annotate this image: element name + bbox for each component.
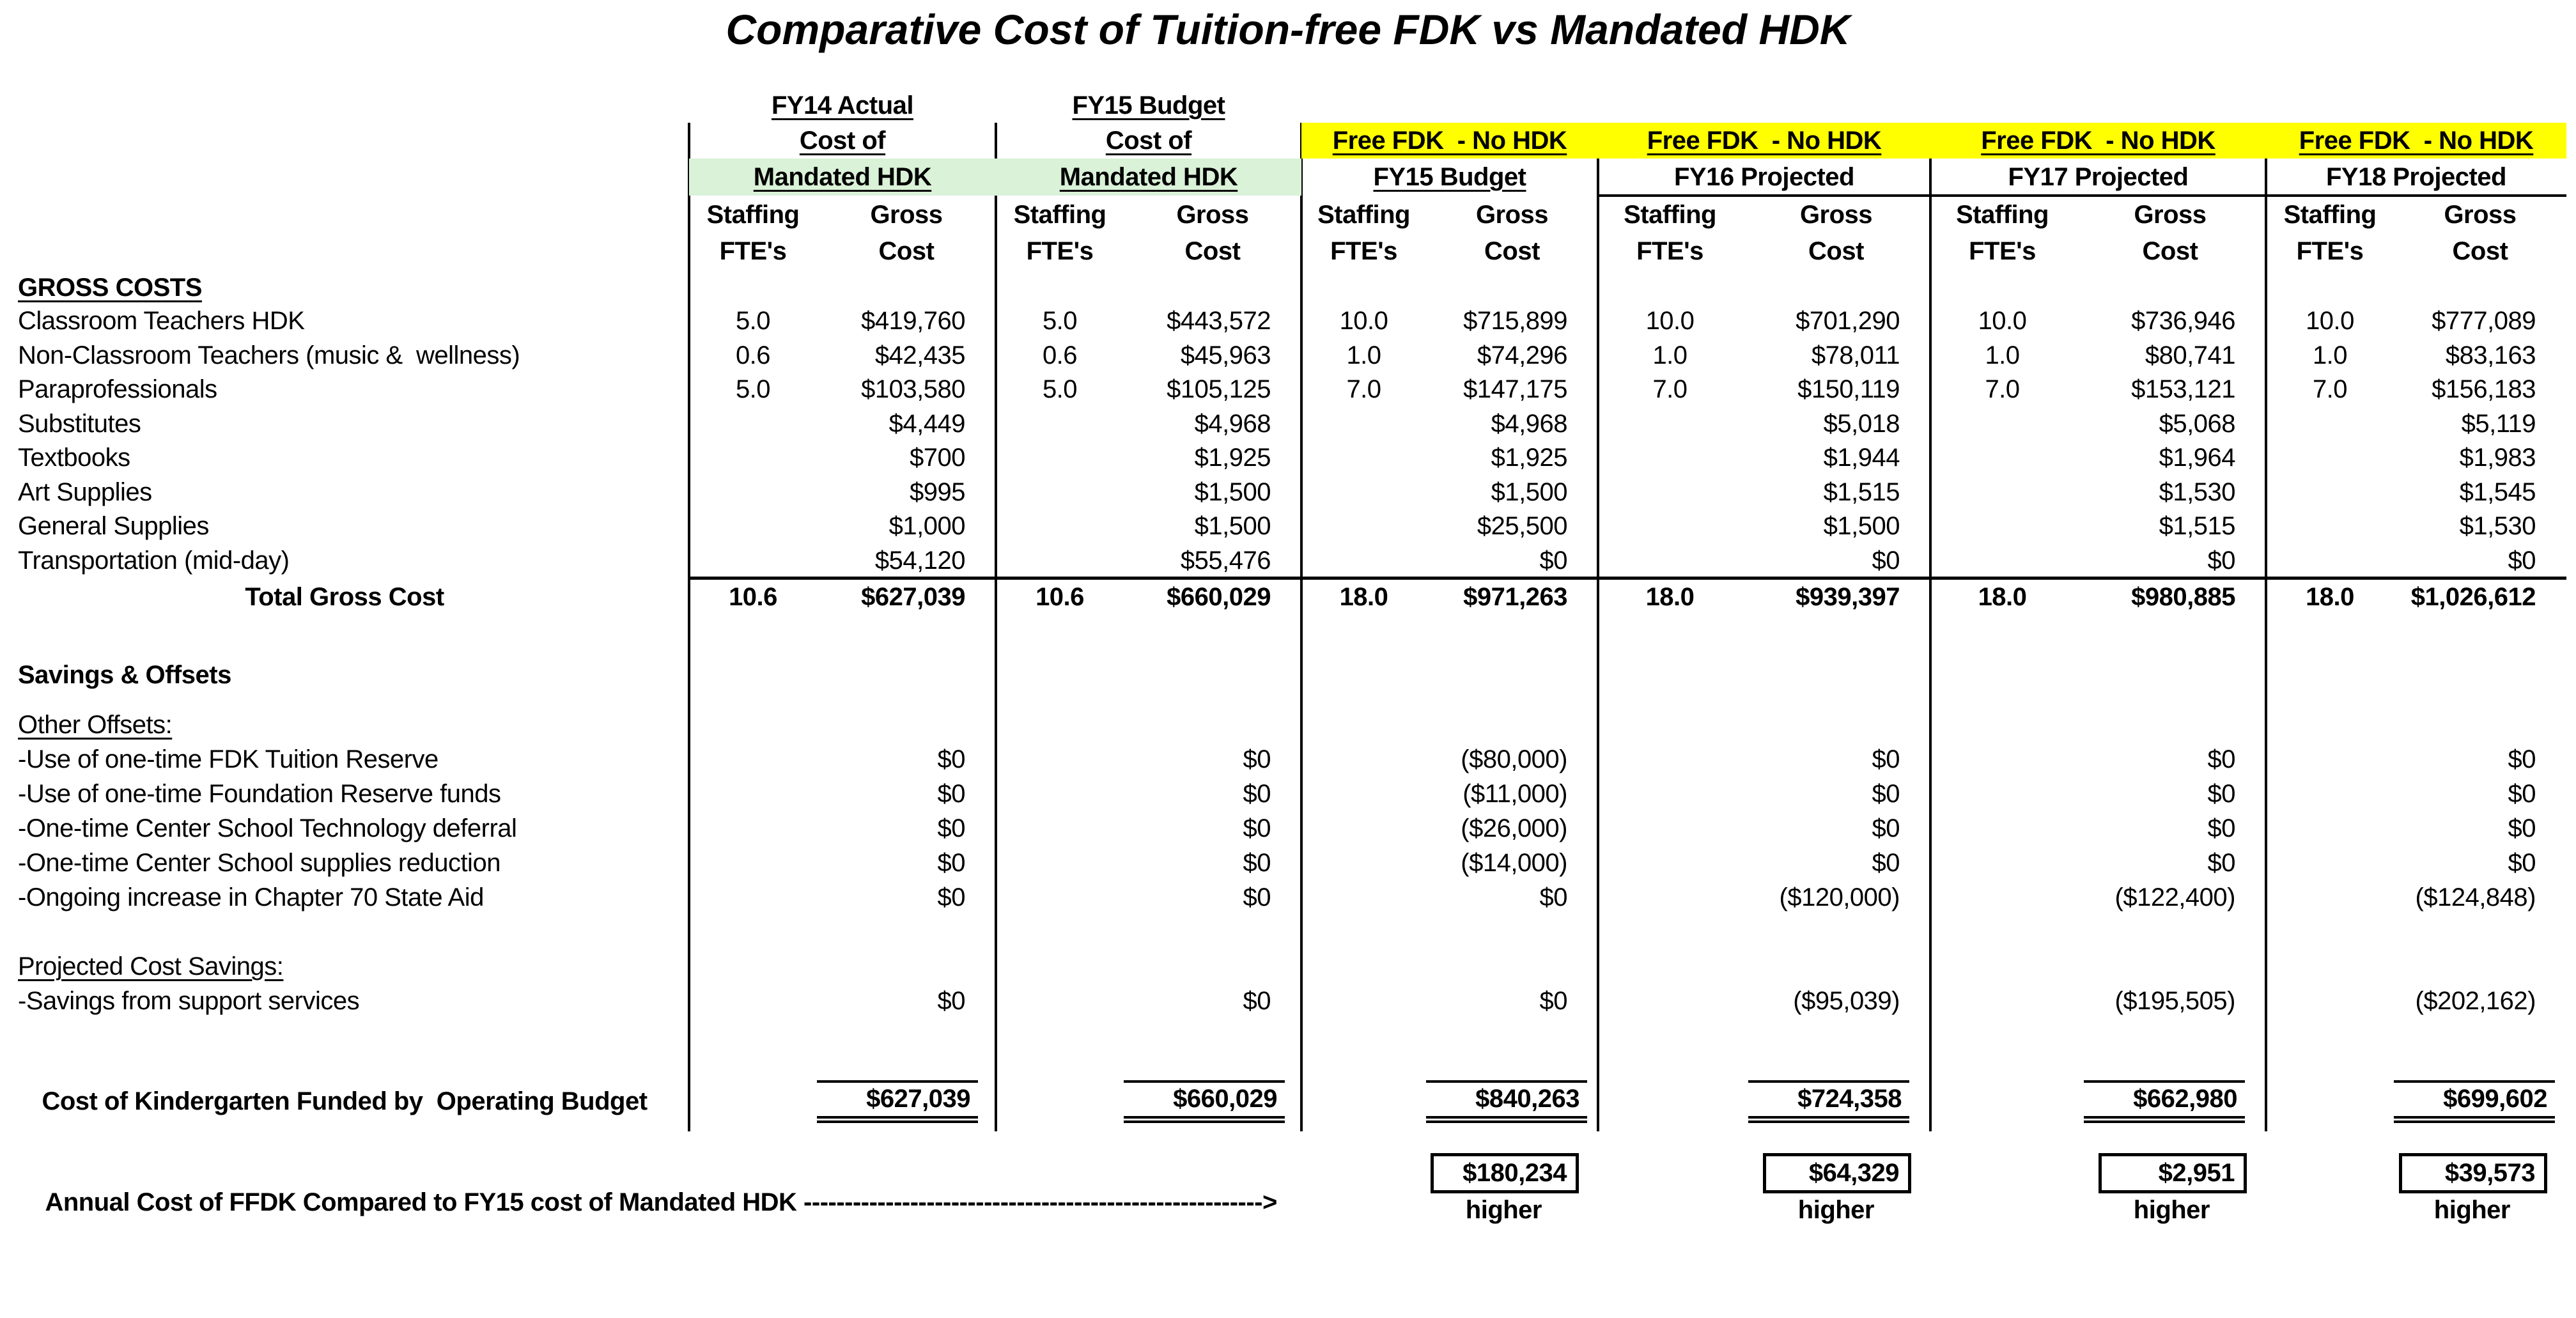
header-row-banner: [0, 123, 2566, 159]
row-label: -Savings from support services: [18, 987, 360, 1015]
column-divider: [995, 123, 997, 1131]
annual-difference-value: $39,573: [2399, 1153, 2547, 1193]
gross-header: Gross: [2444, 200, 2517, 229]
row-label: Paraprofessionals: [18, 375, 217, 403]
savings-offsets-heading: Savings & Offsets: [18, 661, 231, 689]
cost-cell: $0: [2207, 849, 2235, 877]
cost-cell: $0: [1872, 745, 1900, 773]
column-divider: [1597, 123, 1599, 1131]
header-free-fdk-banner: Free FDK - No HDK: [1598, 123, 1930, 159]
header-free-fdk-banner: Free FDK - No HDK: [1301, 123, 1598, 159]
cost-cell: $0: [937, 745, 965, 773]
gross-cost-row: [0, 339, 2566, 373]
cost-cell: $1,515: [2159, 512, 2235, 540]
cost-cell: $1,944: [1823, 444, 1900, 472]
operating-budget-value: $840,263: [1426, 1080, 1587, 1123]
cost-cell: $660,029: [1167, 583, 1271, 611]
cost-cell: $1,964: [2159, 444, 2235, 472]
operating-budget-value: $662,980: [2084, 1080, 2245, 1123]
offset-row: [0, 812, 2566, 846]
cost-cell: $0: [1539, 987, 1567, 1015]
row-label: Non-Classroom Teachers (music & wellness): [18, 341, 520, 369]
cost-cell: $939,397: [1796, 583, 1900, 611]
operating-budget-value: $627,039: [817, 1080, 978, 1123]
staffing-header: Staffing: [1956, 200, 2049, 229]
savings-row: [0, 984, 2566, 1018]
cost-cell: $0: [2508, 745, 2536, 773]
fte-cell: 7.0: [1985, 375, 2020, 403]
fte-cell: 1.0: [1346, 341, 1381, 369]
cost-cell: $627,039: [861, 583, 965, 611]
header-cost-of: Cost of: [799, 126, 886, 155]
annual-difference-value: $180,234: [1431, 1153, 1579, 1193]
annual-difference-value: $64,329: [1763, 1153, 1911, 1193]
cost-cell: ($14,000): [1461, 849, 1567, 877]
fte-cell: 7.0: [1346, 375, 1381, 403]
cost-cell: $4,968: [1491, 409, 1567, 438]
cost-cell: $0: [2207, 546, 2235, 575]
cost-cell: $0: [1539, 546, 1567, 575]
cost-cell: $83,163: [2445, 341, 2536, 369]
cost-cell: $1,530: [2159, 477, 2235, 506]
gross-cost-row: [0, 476, 2566, 509]
column-divider: [2265, 123, 2267, 1131]
header-fy18-projected: FY18 Projected: [2325, 162, 2506, 191]
cost-cell: $80,741: [2145, 341, 2235, 369]
cost-cell: $0: [1243, 883, 1271, 911]
cost-cell: $971,263: [1463, 583, 1567, 611]
cost-cell: $1,515: [1823, 477, 1900, 506]
cost-cell: $5,119: [2461, 409, 2536, 438]
row-label: Textbooks: [18, 444, 130, 472]
cost-cell: $1,925: [1491, 444, 1567, 472]
fte-cell: 18.0: [2306, 583, 2354, 611]
offset-row: [0, 881, 2566, 915]
cost-cell: ($120,000): [1779, 883, 1900, 911]
projected-cost-savings-heading: Projected Cost Savings:: [18, 952, 284, 981]
higher-note: higher: [2433, 1195, 2510, 1224]
row-label: -Use of one-time FDK Tuition Reserve: [18, 745, 438, 773]
row-label: -Ongoing increase in Chapter 70 State Aid: [18, 883, 484, 911]
staffing-header: Staffing: [1624, 200, 1716, 229]
gross-header: Gross: [1176, 200, 1249, 229]
cost-cell: $0: [2508, 780, 2536, 808]
cost-cell: $0: [1243, 745, 1271, 773]
dashed-arrow: -------------------------------------------------------->: [796, 1188, 1277, 1216]
cost-cell: ($80,000): [1461, 745, 1567, 773]
cost-cell: $980,885: [2131, 583, 2235, 611]
offset-row: [0, 777, 2566, 811]
gross-cost-row: [0, 441, 2566, 475]
cost-cell: $1,500: [1491, 477, 1567, 506]
gross-cost-row: [0, 544, 2566, 578]
row-label: -One-time Center School supplies reduction: [18, 849, 500, 877]
cost-cell: $0: [2508, 546, 2536, 575]
cost-cell: ($95,039): [1793, 987, 1900, 1015]
gross-header: Gross: [870, 200, 943, 229]
cost-cell: $0: [937, 883, 965, 911]
cost-cell: $777,089: [2432, 307, 2536, 335]
fte-cell: 10.0: [1978, 307, 2027, 335]
cost-cell: $0: [1872, 780, 1900, 808]
cost-cell: $1,530: [2459, 512, 2536, 540]
cost-cell: ($26,000): [1461, 814, 1567, 842]
cost-header: Cost: [1808, 236, 1864, 265]
fte-cell: 1.0: [1985, 341, 2020, 369]
subheader-row-fte-cost: [0, 233, 2566, 270]
cost-cell: $700: [910, 444, 965, 472]
staffing-header: Staffing: [706, 200, 800, 229]
cost-cell: $150,119: [1797, 375, 1900, 403]
fte-cell: 5.0: [1042, 375, 1078, 403]
row-label: -Use of one-time Foundation Reserve funds: [18, 780, 501, 808]
cost-cell: $1,026,612: [2410, 583, 2536, 611]
fte-cell: 18.0: [1978, 583, 2027, 611]
gross-header: Gross: [1799, 200, 1873, 229]
cost-cell: $0: [1872, 546, 1900, 575]
header-fy16-projected: FY16 Projected: [1673, 162, 1854, 191]
staffing-header: Staffing: [2283, 200, 2377, 229]
fte-cell: 10.0: [1339, 307, 1388, 335]
header-mandated-hdk: Mandated HDK: [996, 159, 1301, 196]
fte-header: FTE's: [1969, 236, 2036, 265]
cost-cell: ($195,505): [2114, 987, 2235, 1015]
fte-header: FTE's: [1330, 236, 1397, 265]
cost-cell: $1,500: [1194, 512, 1271, 540]
cost-cell: ($124,848): [2415, 883, 2536, 911]
gross-header: Gross: [2134, 200, 2207, 229]
cost-cell: $995: [910, 477, 965, 506]
cost-cell: $0: [2207, 814, 2235, 842]
cost-cell: $1,925: [1194, 444, 1271, 472]
cost-cell: $0: [2207, 745, 2235, 773]
cost-cell: $147,175: [1463, 375, 1567, 403]
header-fy15-budget-fdk: FY15 Budget: [1373, 162, 1526, 191]
cost-cell: $736,946: [2131, 307, 2235, 335]
cost-cell: $1,983: [2459, 444, 2536, 472]
cost-cell: $0: [1872, 849, 1900, 877]
row-label: -One-time Center School Technology deferral: [18, 814, 517, 842]
cost-cell: $1,500: [1823, 512, 1900, 540]
cost-cell: $4,449: [888, 409, 965, 438]
fte-cell: 18.0: [1645, 583, 1695, 611]
fte-cell: 0.6: [735, 341, 771, 369]
gross-cost-row: [0, 407, 2566, 441]
cost-cell: $1,000: [888, 512, 965, 540]
fte-header: FTE's: [2296, 236, 2364, 265]
header-row-scenario: [0, 159, 2566, 196]
subheader-row-staffing-gross: [0, 197, 2566, 233]
staffing-header: Staffing: [1317, 200, 1410, 229]
cost-cell: $4,968: [1194, 409, 1271, 438]
cost-cell: $0: [1872, 814, 1900, 842]
cost-cell: $0: [937, 849, 965, 877]
cost-cell: $0: [1243, 987, 1271, 1015]
cost-cell: ($202,162): [2415, 987, 2536, 1015]
fte-cell: 10.0: [1645, 307, 1695, 335]
other-offsets-heading: Other Offsets:: [18, 711, 173, 739]
spacer: [0, 88, 689, 123]
cost-cell: $1,500: [1194, 477, 1271, 506]
cost-cell: $55,476: [1180, 546, 1271, 575]
header-row-year: [0, 88, 2566, 123]
cost-cell: $153,121: [2131, 375, 2235, 403]
cost-cell: $443,572: [1167, 307, 1271, 335]
fte-cell: 1.0: [1652, 341, 1688, 369]
cost-cell: $45,963: [1180, 341, 1271, 369]
fte-cell: 10.0: [2306, 307, 2354, 335]
fte-cell: 0.6: [1042, 341, 1078, 369]
operating-budget-value: $660,029: [1124, 1080, 1285, 1123]
higher-note: higher: [2133, 1195, 2210, 1224]
annual-difference-value: $2,951: [2099, 1153, 2247, 1193]
header-fy15-budget: FY15 Budget: [1072, 91, 1225, 120]
cost-header: Cost: [878, 236, 935, 265]
cost-cell: $105,125: [1167, 375, 1271, 403]
cost-cell: $0: [2508, 849, 2536, 877]
cost-cell: ($122,400): [2114, 883, 2235, 911]
fte-cell: 1.0: [2312, 341, 2348, 369]
fte-header: FTE's: [719, 236, 787, 265]
cost-cell: $0: [1539, 883, 1567, 911]
cost-cell: $0: [2207, 780, 2235, 808]
operating-budget-value: $699,602: [2394, 1080, 2555, 1123]
header-fy17-projected: FY17 Projected: [2008, 162, 2189, 191]
cost-cell: $0: [937, 780, 965, 808]
cost-cell: ($11,000): [1463, 780, 1567, 808]
fte-header: FTE's: [1636, 236, 1703, 265]
cost-cell: $78,011: [1811, 341, 1900, 369]
offset-row: [0, 743, 2566, 777]
page-title: Comparative Cost of Tuition-free FDK vs Mandated HDK: [725, 6, 1851, 53]
cost-header: Cost: [1484, 236, 1540, 265]
cost-cell: $5,018: [1823, 409, 1900, 438]
cost-cell: $42,435: [874, 341, 965, 369]
header-free-fdk-banner: Free FDK - No HDK: [2266, 123, 2566, 159]
cost-cell: $1,545: [2459, 477, 2536, 506]
spacer: [0, 159, 689, 196]
fte-header: FTE's: [1026, 236, 1094, 265]
cost-cell: $156,183: [2432, 375, 2536, 403]
gross-cost-row: [0, 509, 2566, 543]
fte-cell: 5.0: [735, 375, 771, 403]
cost-cell: $0: [1243, 814, 1271, 842]
cost-cell: $0: [937, 987, 965, 1015]
row-label: Art Supplies: [18, 477, 152, 506]
cost-cell: $0: [937, 814, 965, 842]
gross-cost-row: [0, 304, 2566, 338]
fte-cell: 7.0: [1652, 375, 1688, 403]
cost-cell: $74,296: [1477, 341, 1567, 369]
spacer: [0, 123, 689, 159]
annual-comparison-row: [0, 1153, 2566, 1193]
fte-cell: 7.0: [2312, 375, 2348, 403]
fte-cell: 10.6: [729, 583, 777, 611]
staffing-header: Staffing: [1013, 200, 1106, 229]
fte-cell: 5.0: [1042, 307, 1078, 335]
cost-cell: $701,290: [1796, 307, 1900, 335]
operating-budget-value: $724,358: [1748, 1080, 1909, 1123]
fte-cell: 10.6: [1036, 583, 1084, 611]
fte-cell: 18.0: [1339, 583, 1388, 611]
annual-label-text: Annual Cost of FFDK Compared to FY15 cost of Mandated HDK: [45, 1188, 797, 1216]
cost-header: Cost: [2142, 236, 2198, 265]
cost-header: Cost: [1184, 236, 1241, 265]
fte-cell: 5.0: [735, 307, 771, 335]
cost-cell: $0: [1243, 780, 1271, 808]
gross-cost-row: [0, 373, 2566, 407]
column-divider: [688, 123, 690, 1131]
higher-note: higher: [1465, 1195, 1542, 1224]
header-cost-of: Cost of: [1105, 126, 1192, 155]
gross-header: Gross: [1475, 200, 1549, 229]
column-divider: [1300, 123, 1303, 1131]
cost-cell: $25,500: [1477, 512, 1567, 540]
operating-budget-row: [0, 1074, 2566, 1129]
cost-cell: $419,760: [861, 307, 965, 335]
gross-costs-heading: GROSS COSTS: [18, 274, 202, 302]
header-mandated-hdk: Mandated HDK: [689, 159, 996, 196]
total-gross-cost-row: [0, 580, 2566, 615]
row-label: Classroom Teachers HDK: [18, 307, 305, 335]
header-fy14-actual: FY14 Actual: [772, 91, 913, 120]
cost-header: Cost: [2452, 236, 2508, 265]
row-label: Total Gross Cost: [245, 583, 444, 611]
row-label: Substitutes: [18, 409, 141, 438]
cost-cell: $103,580: [861, 375, 965, 403]
row-label: Cost of Kindergarten Funded by Operating Budget: [42, 1087, 648, 1115]
cost-cell: $0: [1243, 849, 1271, 877]
row-label: General Supplies: [18, 512, 209, 540]
cost-cell: $5,068: [2159, 409, 2235, 438]
cost-cell: $0: [2508, 814, 2536, 842]
higher-note-row: [0, 1195, 2566, 1225]
header-free-fdk-banner: Free FDK - No HDK: [1930, 123, 2266, 159]
offset-row: [0, 846, 2566, 880]
column-divider: [1929, 123, 1932, 1131]
cost-cell: $54,120: [874, 546, 965, 575]
cost-cell: $715,899: [1463, 307, 1567, 335]
row-label: Transportation (mid-day): [18, 546, 290, 575]
higher-note: higher: [1797, 1195, 1874, 1224]
